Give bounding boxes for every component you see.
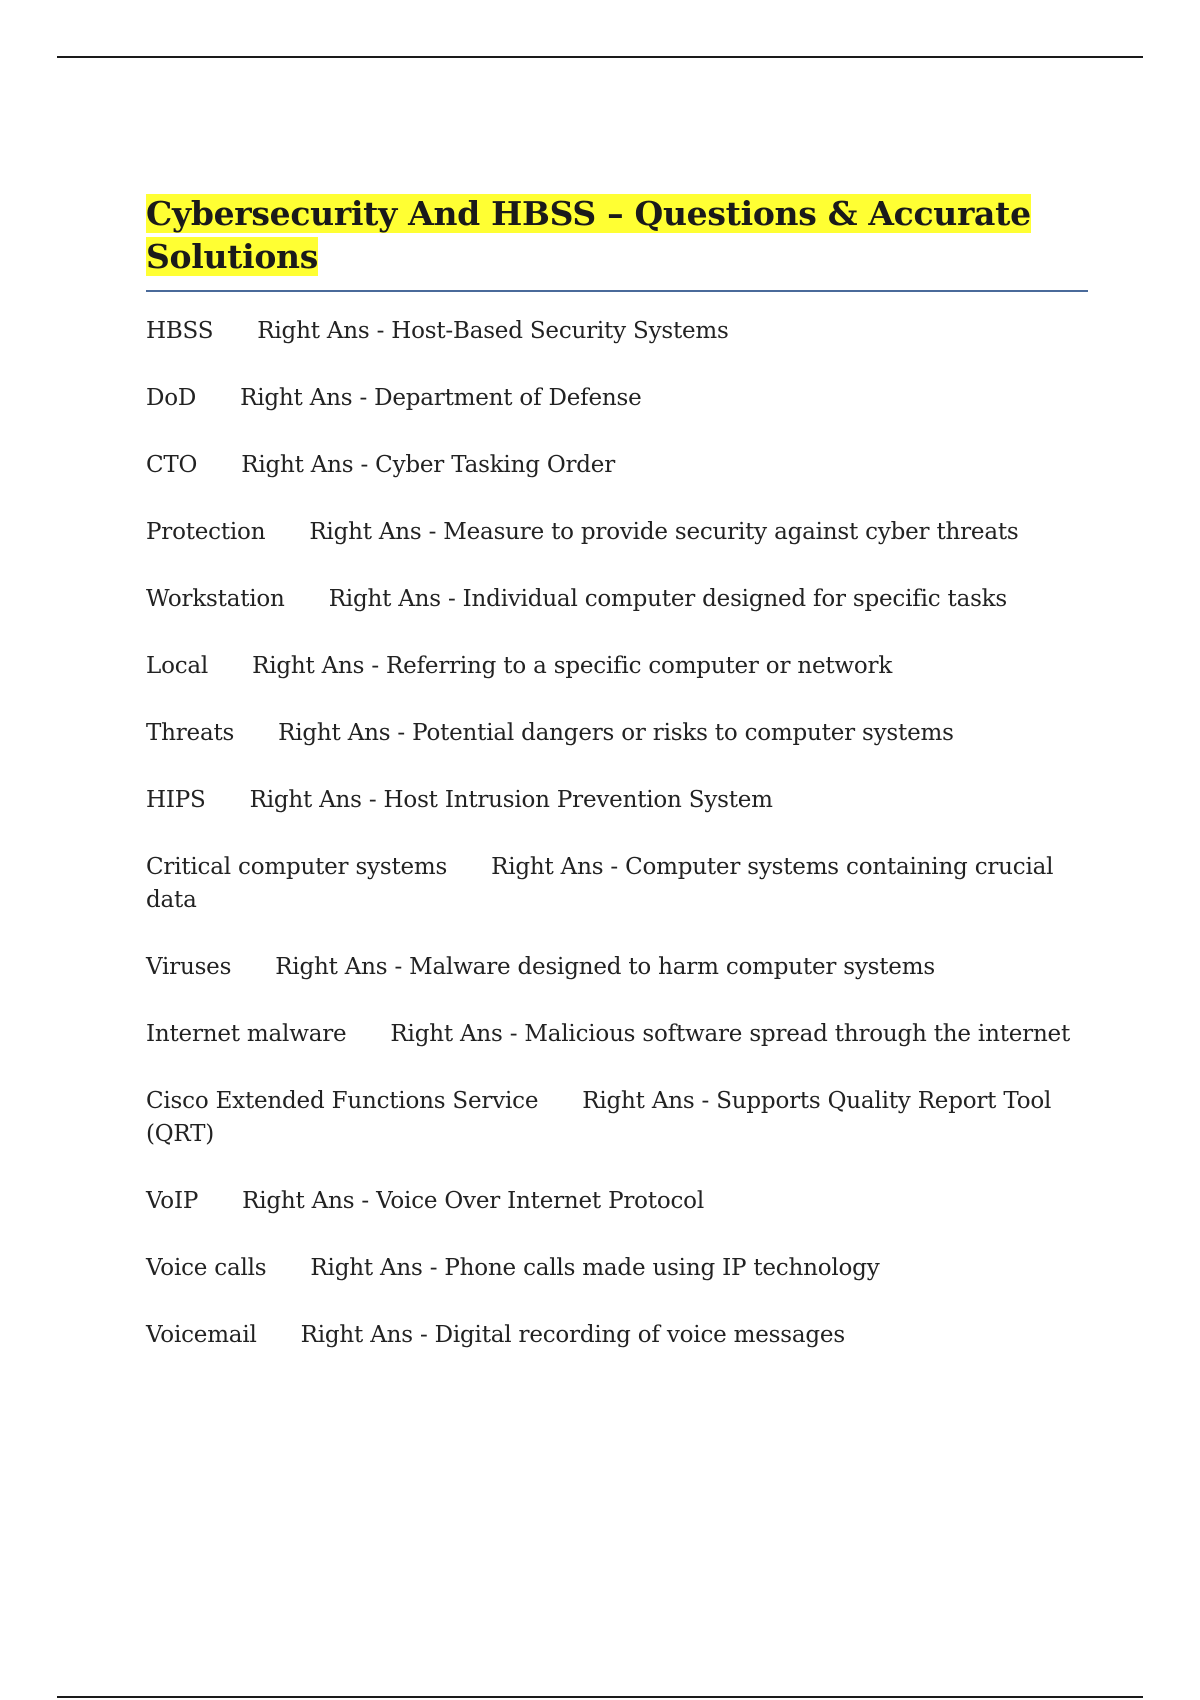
qa-item [146, 1319, 1088, 1352]
qa-answer: Right Ans - Digital recording of voice messages [300, 1322, 845, 1348]
qa-term: Viruses [146, 954, 232, 980]
qa-item [146, 516, 1088, 549]
qa-term: Voicemail [146, 1322, 257, 1348]
qa-term: HIPS [146, 787, 206, 813]
qa-term: HBSS [146, 318, 214, 344]
qa-answer: Right Ans - Malware designed to harm computer systems [275, 954, 935, 980]
qa-term: VoIP [146, 1188, 199, 1214]
qa-item [146, 851, 1088, 917]
qa-item [146, 951, 1088, 984]
qa-term: Internet malware [146, 1021, 347, 1047]
qa-item [146, 717, 1088, 750]
qa-item [146, 315, 1088, 348]
qa-answer: Right Ans - Computer systems containing crucial data [146, 854, 1054, 913]
qa-term: Threats [146, 720, 235, 746]
qa-answer: Right Ans - Host-Based Security Systems [257, 318, 729, 344]
title-underline [146, 290, 1088, 292]
qa-item [146, 382, 1088, 415]
qa-answer: Right Ans - Malicious software spread through the internet [390, 1021, 1071, 1047]
qa-answer: Right Ans - Cyber Tasking Order [241, 452, 616, 478]
title-highlight: Cybersecurity And HBSS – Questions & Accurate Solutions [146, 194, 1031, 276]
qa-item [146, 1185, 1088, 1218]
qa-item [146, 583, 1088, 616]
page-top-rule [57, 56, 1143, 58]
qa-item [146, 1018, 1088, 1051]
qa-item [146, 1085, 1088, 1151]
qa-answer: Right Ans - Voice Over Internet Protocol [242, 1188, 704, 1214]
qa-term: Local [146, 653, 209, 679]
document-body [146, 192, 1088, 1386]
page-title [146, 192, 1088, 278]
qa-term: Critical computer systems [146, 854, 448, 880]
qa-term: CTO [146, 452, 198, 478]
qa-item [146, 650, 1088, 683]
qa-term: Cisco Extended Functions Service [146, 1088, 539, 1114]
qa-answer: Right Ans - Department of Defense [240, 385, 642, 411]
qa-term: Workstation [146, 586, 285, 612]
qa-item [146, 784, 1088, 817]
qa-term: DoD [146, 385, 197, 411]
page-bottom-rule [57, 1696, 1143, 1698]
qa-answer: Right Ans - Supports Quality Report Tool (QRT) [146, 1088, 1052, 1147]
qa-term: Voice calls [146, 1255, 267, 1281]
qa-item [146, 449, 1088, 482]
qa-answer: Right Ans - Measure to provide security against cyber threats [309, 519, 1019, 545]
qa-term: Protection [146, 519, 266, 545]
qa-answer: Right Ans - Individual computer designed for specific tasks [328, 586, 1008, 612]
qa-list [146, 315, 1088, 1352]
qa-answer: Right Ans - Referring to a specific computer or network [252, 653, 893, 679]
qa-item [146, 1252, 1088, 1285]
qa-answer: Right Ans - Phone calls made using IP technology [310, 1255, 880, 1281]
qa-answer: Right Ans - Host Intrusion Prevention System [249, 787, 773, 813]
qa-answer: Right Ans - Potential dangers or risks to computer systems [278, 720, 954, 746]
